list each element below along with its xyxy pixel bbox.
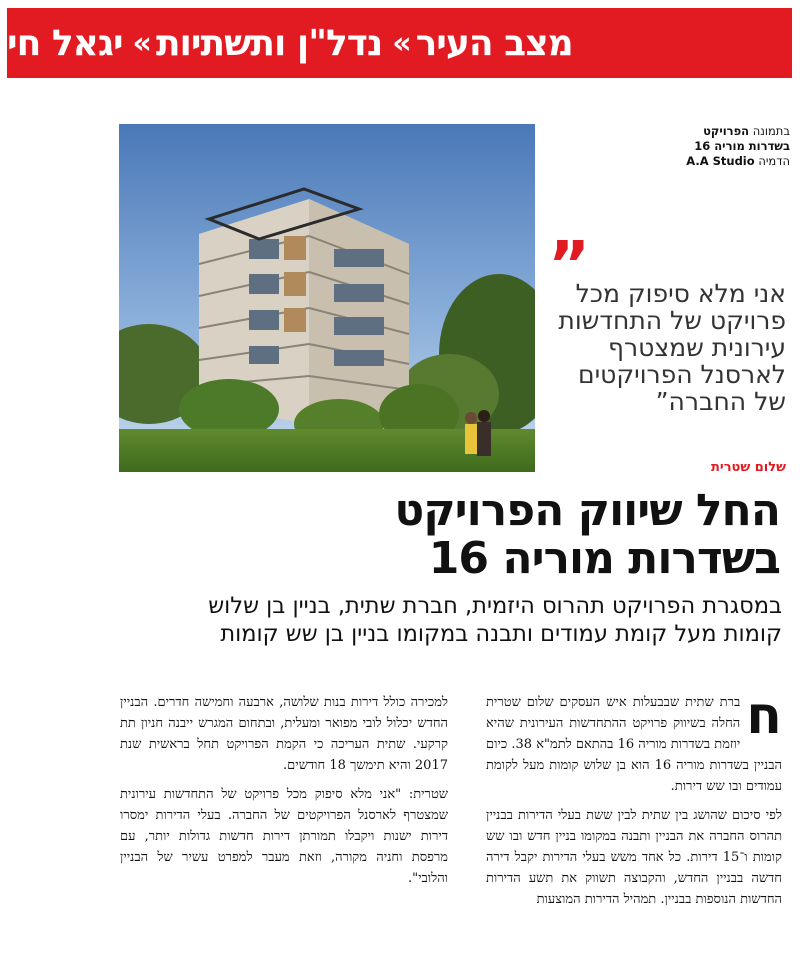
banner-item-realestate: נדל"ן ותשתיות [155, 22, 383, 64]
dropcap: ח [746, 686, 782, 746]
photo-caption [550, 124, 790, 169]
banner-separator-icon: » [392, 25, 406, 61]
paragraph: לפי סיכום שהושג בין שתית לבין ששת בעלי הדירות בבניין תהרוס החברה את הבניין ותבנה במקומו בניין חדש ובו שש קומות ו־15 דירות. כל אחד משש בעלי הדירות יקבל דירה חדשה בבניין החדש, והקבוצה תשווק את תשע הדירות החדשות הנוספות בבניין. תמהיל הדירות המוצעות [486, 808, 782, 907]
article-headline: החל שיווק הפרויקט בשדרות מוריה 16 [394, 485, 780, 584]
pull-quote-author: שלום שטרית [711, 460, 786, 475]
article-column-right [486, 686, 782, 918]
pull-quote: אני מלא סיפוק מכל פרויקט של התחדשות עירונית שמצטרף לארסנל הפרויקטים של החברה” [558, 279, 786, 416]
caption-credit: A.A Studio [686, 154, 755, 168]
caption-credit-label: הדמיה [758, 154, 790, 168]
paragraph: למכירה כולל דירות בנות שלושה, ארבעה וחמישה חדרים. הבניין החדש יכלול לובי מפואר ומעלית, ובתחום המגרש ייבנה חניון תת קרקעי. שתית העריכה כי הקמת הפרויקט תחל בראשית שנת 2017 והיא תימשך 18 חודשים. [120, 695, 448, 773]
banner-item-city: מצב העיר [415, 22, 573, 64]
article-column-left [120, 692, 448, 897]
banner-separator-icon: » [132, 25, 146, 61]
banner-bar [7, 8, 792, 78]
paragraph: ח ברת שתית שבבעלות איש העסקים שלום שטרית החלה בשיווק פרויקט ההתחדשות העירונית שהיא יוזמת בשדרות מוריה 16 בהתאם לתמ"א 38. כיום הבניין בשדרות מוריה 16 הוא בן שלוש קומות מעל לקומת עמודים ובו שש דירות. [486, 686, 782, 794]
quote-mark-icon: ” [547, 229, 590, 303]
paragraph: שטרית: "אני מלא סיפוק מכל פרויקט של התחדשות עירונית שמצטרף לארסנל הפרויקטים של החברה. בעלי הדירות ימסרו דירות ישנות ויקבלו תמורתן דירות חדשות גדולות יותר, עם מרפסת וחניה מקורה, וזאת מעבר למפרט עשיר של הבניין והלובי". [120, 787, 448, 886]
banner-item-author: יגאל חי [7, 22, 123, 64]
caption-location: בשדרות מוריה 16 [694, 139, 790, 153]
section-banner [0, 0, 800, 80]
article-subhead: במסגרת הפרויקט תהרוס היזמית, חברת שתית, בניין בן שלוש קומות מעל קומת עמודים ותבנה במקומו בניין בן שש קומות [208, 593, 782, 647]
caption-subject: הפרויקט [703, 124, 750, 138]
caption-prefix: בתמונה [752, 124, 790, 138]
building-rendering-image [119, 124, 535, 472]
